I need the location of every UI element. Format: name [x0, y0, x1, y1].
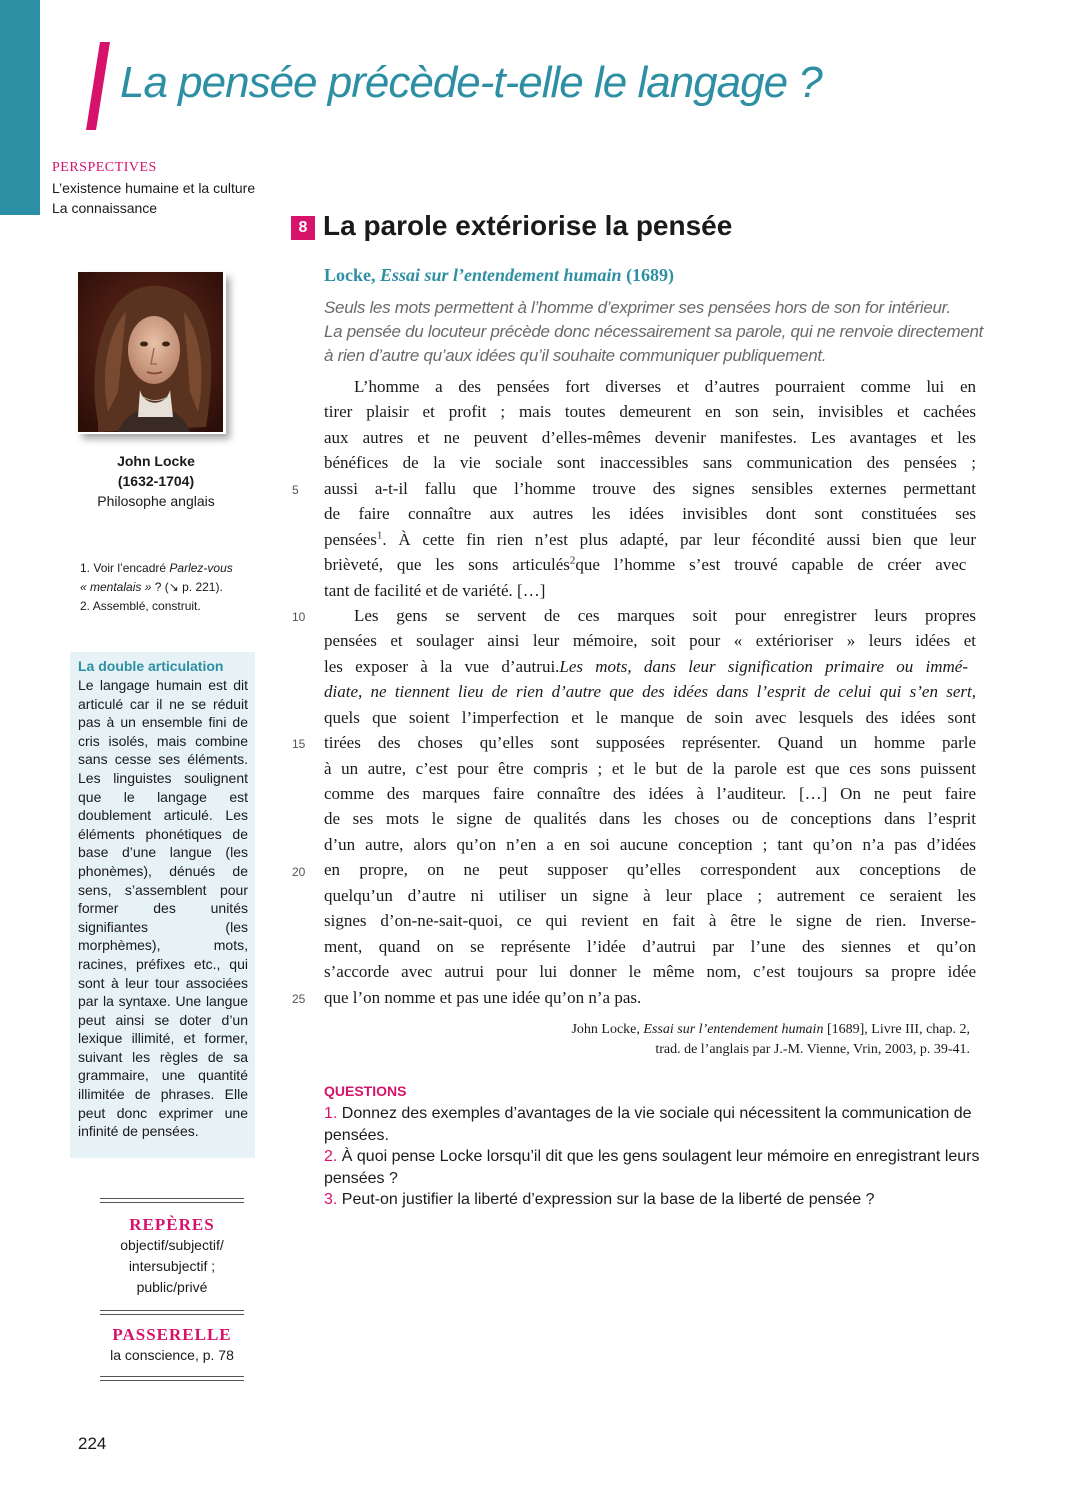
text-segment: les exposer à la vue d’autrui. [324, 656, 560, 676]
footnote-text: Voir l’encadré [93, 561, 170, 575]
footnote-text: Assemblé, construit. [92, 599, 201, 613]
text-segment: pensées et soulager ainsi leur mémoire, soit pour « extérioriser » leurs idées et [324, 631, 976, 651]
source-reference [324, 265, 674, 286]
text-segment: signes d’on-ne-sait-quoi, ce qui revient en fait à être le signe de rien. Inverse- [324, 911, 976, 931]
portrait-image [78, 272, 223, 432]
double-articulation-box [70, 652, 255, 1158]
text-line [324, 730, 976, 755]
text-line [324, 552, 976, 577]
text-line-content [324, 857, 976, 882]
text-segment: en propre, on ne peut supposer qu’elles correspondent aux conceptions de [324, 860, 976, 880]
reperes-label: REPÈRES [129, 1215, 215, 1234]
text-line-content [324, 705, 976, 730]
text-segment: . À cette fin rien n’est plus adapté, par leur fécondité aussi bien que leur [382, 529, 976, 549]
questions-title: QUESTIONS [324, 1083, 407, 1099]
text-line [324, 705, 976, 730]
text-line [324, 450, 976, 475]
author-role: Philosophe anglais [97, 493, 215, 509]
perspectives-item: L’existence humaine et la culture [52, 180, 256, 196]
text-line-content [324, 756, 976, 781]
text-segment: Les mots, dans leur signification primaire ou immé- [559, 656, 968, 676]
text-segment: aussi a-t-il fallu que l’homme trouve des signes sensibles externes permettant [324, 478, 976, 498]
text-line-content [354, 374, 976, 399]
citation-line: trad. de l’anglais par J.-M. Vienne, Vrin, 2003, p. 39-41. [655, 1042, 970, 1057]
text-segment: de ses mots le signe de qualités dans les choses ou de conceptions dans l’esprit [324, 809, 976, 829]
text-line [324, 934, 976, 959]
author-caption [72, 451, 240, 511]
double-rule [100, 1376, 244, 1381]
question-number: 3. [324, 1191, 338, 1208]
source-year: (1689) [621, 265, 675, 285]
author-portrait [78, 272, 226, 434]
text-line [324, 883, 976, 908]
perspectives-label: PERSPECTIVES [52, 160, 157, 175]
text-segment: tirées des choses qu’elles sont supposées représenter. Quand un homme parle [324, 733, 976, 753]
reperes-block [100, 1198, 244, 1298]
text-line-content [324, 527, 976, 552]
citation-line [400, 1020, 970, 1040]
text-line-content [324, 628, 976, 653]
author-name: John Locke [117, 453, 195, 469]
question-text: Donnez des exemples d’avantages de la vie sociale qui nécessitent la communication de pensées. [324, 1105, 972, 1144]
text-segment: comme des marques faire connaître des idées à l’auditeur. […] On ne peut faire [324, 784, 976, 803]
text-segment: que l’on nomme et pas une idée qu’on n’a pas. [324, 987, 642, 1007]
text-segment: quelqu’un d’autre ni utiliser un signe à leur place ; autrement ce seraient les [324, 885, 976, 905]
page-title: La pensée précède-t-elle le langage ? [120, 58, 822, 107]
text-segment: tirer plaisir et profit ; mais toutes demeurent en son sein, invisibles et cachées [324, 402, 976, 422]
text-line [324, 399, 976, 424]
text-line [324, 781, 976, 806]
citation-author: John Locke, [571, 1022, 644, 1037]
text-line [324, 476, 976, 501]
footnote [80, 597, 270, 616]
text-segment: aux autres et ne peuvent d’elles-mêmes devenir manifestes. Les avantages et les [324, 427, 976, 447]
text-line-content [324, 425, 976, 450]
text-segment: diate, ne tiennent lieu de rien d’autre que des idées dans l’esprit de celui qui s’en sert, [324, 682, 976, 702]
text-line-content [324, 883, 976, 908]
text-segment: de faire connaître aux autres les idées invisibles dont sont constituées ses [324, 504, 976, 524]
text-segment: pensées [324, 529, 377, 549]
text-line-content [324, 806, 976, 831]
line-number: 5 [292, 482, 299, 497]
question-text: Peut-on justifier la liberté d’expression sur la base de la liberté de pensée ? [337, 1191, 875, 1208]
passerelle-label: PASSERELLE [112, 1325, 232, 1344]
box-body: Le langage humain est dit articulé car il ne se réduit pas à un ensemble fini de cris isolés, mais combine sans cesse ses éléments. Les linguistes soulignent que le langage est doublement articulé. Les éléments phonétiques de base d’une langue (les phonèmes), dénués de sens, s’assemblent pour former des unités signifiantes (les morphèmes), mots, racines, préfixes etc., qui sont à leur tour associées par la syntaxe. Une langue peut ainsi se doter d’un lexique illimité, et former, suivant les règles de sa grammaire, une quantité illimitée de phrases. Elle peut donc exprimer une infinité de pensées. [78, 677, 248, 1140]
text-line-content [324, 578, 545, 603]
text-segment: Les gens se servent de ces marques soit pour enregistrer leurs propres [354, 605, 976, 625]
footnote-number: 1. [80, 561, 91, 575]
text-line [324, 628, 976, 653]
text-segment: brièveté, que les sons articulés [324, 555, 570, 575]
text-line [324, 857, 976, 882]
text-segment: L’homme a des pensées fort diverses et d’autres pourraient comme lui en [354, 377, 976, 396]
page-number: 224 [78, 1434, 107, 1453]
footnote [80, 559, 270, 578]
text-line [324, 603, 976, 628]
text-line-content [324, 959, 976, 984]
question-item [324, 1103, 984, 1146]
text-line-content [324, 679, 976, 704]
text-segment: ment, quand on se représente l’idée d’autrui par l’une des siennes et qu’on [324, 936, 976, 956]
reperes-line: intersubjectif ; [128, 1258, 216, 1274]
text-line [324, 832, 976, 857]
section-number-badge: 8 [291, 216, 315, 240]
author-dates: (1632-1704) [117, 473, 195, 489]
question-text: À quoi pense Locke lorsqu’il dit que les gens soulagent leur mémoire en enregistrant leurs pensées ? [324, 1148, 980, 1187]
title-slash-decoration [86, 42, 110, 130]
double-rule [100, 1198, 244, 1203]
text-line [324, 527, 976, 552]
text-segment: s’accorde avec autrui pour lui donner le même nom, c’est toujours sa propre idée [324, 962, 976, 982]
text-line-content [324, 654, 968, 679]
text-line [324, 806, 976, 831]
line-number: 25 [292, 991, 306, 1006]
text-line [324, 985, 976, 1010]
text-line-content [324, 832, 976, 857]
text-line [324, 501, 976, 526]
text-line-content [324, 399, 976, 424]
question-item [324, 1189, 984, 1211]
text-line [324, 374, 976, 399]
text-line-content [324, 730, 976, 755]
text-line [324, 908, 976, 933]
line-number: 20 [292, 864, 306, 879]
text-line-content [324, 501, 976, 526]
citation-work: Essai sur l’entendement humain [643, 1022, 824, 1037]
text-line-content [324, 985, 641, 1010]
text-segment: tant de facilité et de variété. […] [324, 580, 546, 600]
text-segment: à un autre, c’est pour être compris ; et le but de la parole est que ces sons puissent [324, 758, 976, 778]
text-line [324, 756, 976, 781]
text-line-content [324, 781, 976, 806]
section-intro: Seuls les mots permettent à l’homme d’exprimer ses pensées hors de son for intérieur. La pensée du locuteur précède donc nécessairement sa parole, qui ne renvoie directement à rien d’autre qu’aux idées qu’il souhaite communiquer publiquement. [324, 298, 984, 365]
reperes-line: public/privé [136, 1279, 208, 1295]
text-line [324, 679, 976, 704]
perspectives-item: La connaissance [52, 200, 158, 216]
text-line-content [324, 450, 976, 475]
question-item [324, 1146, 984, 1189]
footnotes [80, 559, 270, 616]
questions-list [324, 1103, 984, 1211]
question-number: 2. [324, 1148, 338, 1165]
text-line [324, 959, 976, 984]
perspectives [52, 158, 255, 218]
question-number: 1. [324, 1105, 338, 1122]
footnote-ref: 1 [376, 528, 383, 541]
text-segment: d’un autre, alors qu’on n’en a en soi aucune conception ; tant qu’on n’a pas d’idées [324, 834, 976, 854]
text-segment: quels que soient l’imperfection et le manque de soin avec lesquels des idées sont [324, 707, 976, 727]
source-author: Locke, [324, 265, 380, 285]
citation [400, 1020, 970, 1060]
footnote-italic: « mentalais » [80, 580, 152, 594]
source-work: Essai sur l’entendement humain [380, 265, 622, 285]
footnote-text: ? (↘ p. 221). [151, 580, 223, 594]
teal-edge-bar [0, 0, 40, 215]
footnote-ref: 2 [569, 554, 576, 567]
box-title: La double articulation [78, 658, 224, 674]
text-line-content [324, 908, 976, 933]
line-number: 15 [292, 737, 306, 752]
section-title: La parole extériorise la pensée [323, 210, 733, 241]
main-text [324, 374, 976, 1010]
text-segment: que l’homme s’est trouvé capable de créer avec [575, 555, 967, 575]
footnote-number: 2. [80, 599, 91, 613]
passerelle-block [100, 1310, 244, 1381]
citation-detail: [1689], Livre III, chap. 2, [823, 1022, 970, 1037]
passerelle-text: la conscience, p. 78 [110, 1347, 234, 1363]
double-rule [100, 1310, 244, 1315]
reperes-line: objectif/subjectif/ [120, 1237, 224, 1253]
line-number: 10 [292, 610, 306, 625]
text-line-content [324, 476, 976, 501]
text-line [324, 425, 976, 450]
text-line [324, 578, 976, 603]
text-segment: bénéfices de la vie sociale sont inaccessibles sans communication des pensées ; [324, 453, 976, 473]
footnote-italic: Parlez-vous [169, 561, 233, 575]
text-line [324, 654, 976, 679]
text-line-content [324, 552, 966, 577]
footnote [80, 578, 270, 597]
text-line-content [354, 603, 976, 628]
text-line-content [324, 934, 976, 959]
